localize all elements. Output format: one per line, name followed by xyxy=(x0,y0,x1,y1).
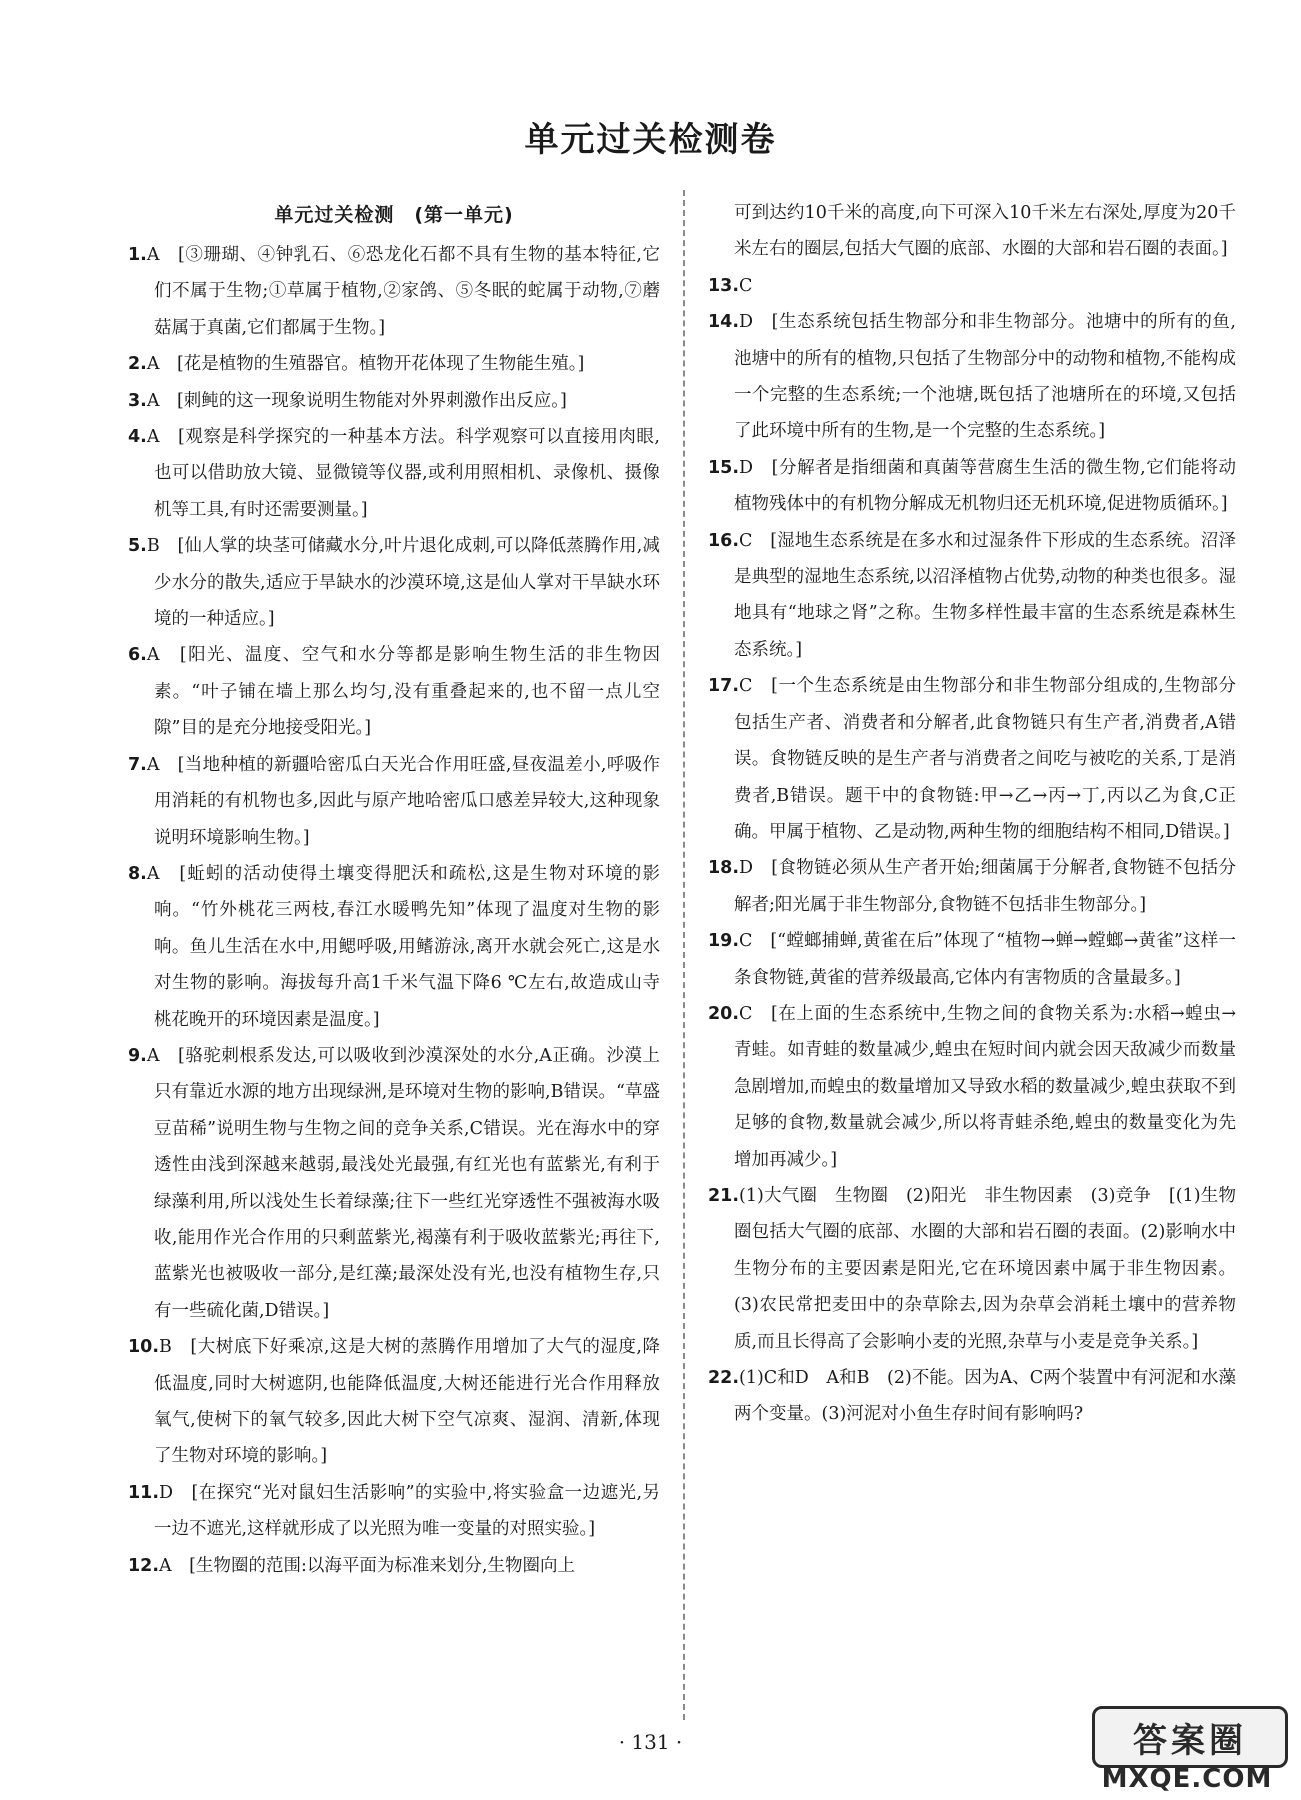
answer-number: 13. xyxy=(708,275,740,296)
answer-number: 1. xyxy=(128,245,147,265)
answer-text: A [刺鲀的这一现象说明生物能对外界刺激作出反应。] xyxy=(146,390,567,411)
answer-item xyxy=(708,668,1236,850)
answer-list-right xyxy=(708,268,1236,1433)
answer-number: 14. xyxy=(708,312,740,333)
right-column xyxy=(708,195,1236,1433)
answer-number: 7. xyxy=(128,754,147,775)
answer-text: A [花是植物的生殖器官。植物开花体现了生物能生殖。] xyxy=(146,354,585,375)
answer-item xyxy=(128,637,660,746)
answer-text: A [③珊瑚、④钟乳石、⑥恐龙化石都不具有生物的基本特征,它们不属于生物;①草属于植物,②家鸽、⑤冬眠的蛇属于动物,⑦蘑菇属于真菌,它们都属于生物。] xyxy=(146,245,660,338)
answer-item xyxy=(128,237,660,346)
answer-item xyxy=(708,268,1236,304)
answer-number: 20. xyxy=(708,1003,740,1024)
left-column xyxy=(128,200,660,1584)
answer-number: 18. xyxy=(708,858,740,879)
answer-item xyxy=(708,850,1236,923)
watermark-logo-text: 答案圈 xyxy=(1092,1706,1288,1768)
answer-item xyxy=(708,923,1236,996)
watermark-logo xyxy=(1092,1706,1282,1792)
answer-text: A [生物圈的范围:以海平面为标准来划分,生物圈向上 xyxy=(159,1555,575,1576)
answer-list-left xyxy=(128,237,660,1584)
answer-text: C [在上面的生态系统中,生物之间的食物关系为:水稻→蝗虫→青蛙。如青蛙的数量减少,蝗虫在短时间内就会因天敌减少而数量急剧增加,而蝗虫的数量增加又导致水稻的数量减少,蝗虫获取不到足够的食物,数量就会减少,所以将青蛙杀绝,蝗虫的数量变化为先增加再减少。] xyxy=(734,1003,1236,1170)
answer-text: C [湿地生态系统是在多水和过湿条件下形成的生态系统。沼泽是典型的湿地生态系统,以沼泽植物占优势,动物的种类也很多。湿地具有“地球之肾”之称。生物多样性最丰富的生态系统是森林生态系统。] xyxy=(734,530,1236,660)
answer-text: D [分解者是指细菌和真菌等营腐生生活的微生物,它们能将动植物残体中的有机物分解成无机物归还无机环境,促进物质循环。] xyxy=(734,457,1236,515)
answer-item xyxy=(128,1329,660,1475)
page-number: · 131 · xyxy=(618,1730,683,1754)
answer-number: 6. xyxy=(128,645,147,666)
watermark-url: MXQE.COM xyxy=(1101,1764,1273,1794)
answer-item xyxy=(708,996,1236,1178)
answer-continuation: 可到达约10千米的高度,向下可深入10千米左右深处,厚度为20千米左右的圈层,包括大气圈的底部、水圈的大部和岩石圈的表面。] xyxy=(734,203,1236,260)
answer-number: 17. xyxy=(708,676,740,697)
page-title: 单元过关检测卷 xyxy=(524,120,777,160)
answer-item xyxy=(128,1038,660,1329)
answer-item xyxy=(128,856,660,1038)
answer-text: B [大树底下好乘凉,这是大树的蒸腾作用增加了大气的湿度,降低温度,同时大树遮阴,也能降低温度,大树还能进行光合作用释放氧气,使树下的氧气较多,因此大树下空气凉爽、湿润、清新,体现了生物对环境的影响。] xyxy=(154,1337,660,1467)
answer-item xyxy=(128,419,660,528)
answer-text: (1)C和D A和B (2)不能。因为A、C两个装置中有河泥和水藻两个变量。(3)河泥对小鱼生存时间有影响吗? xyxy=(734,1368,1236,1425)
answer-number: 4. xyxy=(128,427,147,448)
answer-text: A [阳光、温度、空气和水分等都是影响生物生活的非生物因素。“叶子铺在墙上那么均匀,没有重叠起来的,也不留一点儿空隙”目的是充分地接受阳光。] xyxy=(146,645,660,739)
answer-number: 10. xyxy=(128,1337,160,1358)
answer-text: A [骆驼刺根系发达,可以吸收到沙漠深处的水分,A正确。沙漠上只有靠近水源的地方出现绿洲,是环境对生物的影响,B错误。“草盛豆苗稀”说明生物与生物之间的竞争关系,C错误。光在海水中的穿透性由浅到深越来越弱,最浅处光最强,有红光也有蓝紫光,有利于绿藻利用,所以浅处生长着绿藻;往下一些红光穿透性不强被海水吸收,能用作光合作用的只剩蓝紫光,褐藻有利于吸收蓝紫光;再往下,蓝紫光也被吸收一部分,是红藻;最深处没有光,也没有植物生存,只有一些硫化菌,D错误。] xyxy=(146,1045,660,1321)
answer-number: 21. xyxy=(708,1185,740,1206)
answer-item xyxy=(128,1548,660,1584)
answer-number: 2. xyxy=(128,354,147,375)
answer-text: C [一个生态系统是由生物部分和非生物部分组成的,生物部分包括生产者、消费者和分解者,此食物链只有生产者,消费者,A错误。食物链反映的是生产者与消费者之间吃与被吃的关系,丁是消费者,B错误。题干中的食物链:甲→乙→丙→丁,丙以乙为食,C正确。甲属于植物、乙是动物,两种生物的细胞结构不相同,D错误。] xyxy=(734,676,1236,842)
answer-text: A [当地种植的新疆哈密瓜白天光合作用旺盛,昼夜温差小,呼吸作用消耗的有机物也多,因此与原产地哈密瓜口感差异较大,这种现象说明环境影响生物。] xyxy=(146,754,660,848)
answer-text: (1)大气圈 生物圈 (2)阳光 非生物因素 (3)竞争 [(1)生物圈包括大气圈的底部、水圈的大部和岩石圈的表面。(2)影响水中生物分布的主要因素是阳光,它在环境因素中属于非生物因素。(3)农民常把麦田中的杂草除去,因为杂草会消耗土壤中的营养物质,而且长得高了会影响小麦的光照,杂草与小麦是竞争关系。] xyxy=(734,1185,1236,1352)
answer-number: 12. xyxy=(128,1555,160,1576)
answer-number: 22. xyxy=(708,1368,740,1388)
answer-text: C [“螳螂捕蝉,黄雀在后”体现了“植物→蝉→螳螂→黄雀”这样一条食物链,黄雀的营养级最高,它体内有害物质的含量最多。] xyxy=(734,931,1236,988)
answer-item xyxy=(128,383,660,419)
answer-number: 5. xyxy=(128,536,147,557)
answer-number: 3. xyxy=(128,390,147,411)
answer-item xyxy=(708,1360,1236,1433)
answer-item xyxy=(128,528,660,637)
answer-number: 8. xyxy=(128,863,147,884)
answer-item xyxy=(708,1178,1236,1360)
answer-text: D [食物链必须从生产者开始;细菌属于分解者,食物链不包括分解者;阳光属于非生物部分,食物链不包括非生物部分。] xyxy=(734,858,1236,915)
answer-number: 11. xyxy=(128,1482,160,1503)
answer-item xyxy=(128,1475,660,1548)
answer-text: D [在探究“光对鼠妇生活影响”的实验中,将实验盒一边遮光,另一边不遮光,这样就形成了以光照为唯一变量的对照实验。] xyxy=(154,1482,660,1540)
column-divider xyxy=(683,190,685,1720)
answer-number: 16. xyxy=(708,530,740,551)
answer-number: 19. xyxy=(708,931,740,952)
answer-item xyxy=(708,450,1236,523)
answer-number: 15. xyxy=(708,457,740,478)
section-title: 单元过关检测 (第一单元) xyxy=(274,204,514,226)
answer-text: A [观察是科学探究的一种基本方法。科学观察可以直接用肉眼,也可以借助放大镜、显微镜等仪器,或利用照相机、录像机、摄像机等工具,有时还需要测量。] xyxy=(146,427,660,520)
answer-item xyxy=(128,747,660,856)
answer-item xyxy=(128,346,660,382)
answer-item xyxy=(708,304,1236,450)
answer-text: D [生态系统包括生物部分和非生物部分。池塘中的所有的鱼,池塘中的所有的植物,只包括了生物部分中的动物和植物,不能构成一个完整的生态系统;一个池塘,既包括了池塘所在的环境,又包括了此环境中所有的生物,是一个完整的生态系统。] xyxy=(734,312,1236,442)
answer-text: A [蚯蚓的活动使得土壤变得肥沃和疏松,这是生物对环境的影响。“竹外桃花三两枝,春江水暖鸭先知”体现了温度对生物的影响。鱼儿生活在水中,用鳃呼吸,用鳍游泳,离开水就会死亡,这是水对生物的影响。海拔每升高1千米气温下降6 ℃左右,故造成山寺桃花晚开的环境因素是温度。] xyxy=(146,863,660,1030)
answer-number: 9. xyxy=(128,1045,147,1066)
answer-text: B [仙人掌的块茎可储藏水分,叶片退化成刺,可以降低蒸腾作用,减少水分的散失,适应于旱缺水的沙漠环境,这是仙人掌对干旱缺水环境的一种适应。] xyxy=(146,536,660,630)
answer-text: C xyxy=(739,275,753,296)
answer-item xyxy=(708,523,1236,669)
